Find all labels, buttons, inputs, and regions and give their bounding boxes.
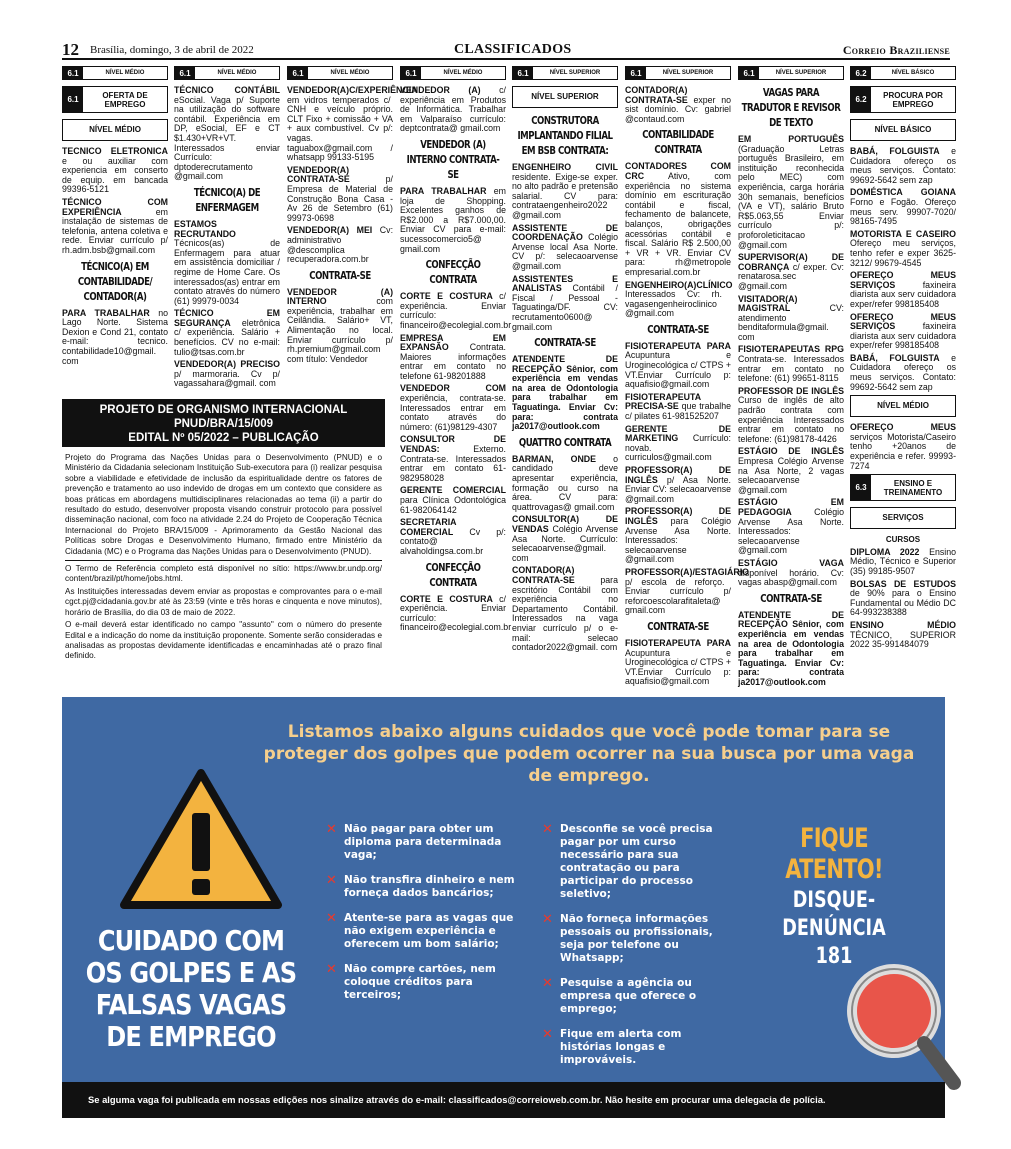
list-item: VENDEDOR(A)C/EXPERIÊNCIA em vidros temperados c/ CNH e veículo próprio. CLT Fixo + comissão + VA + aux combustível. Cv p/: vagas. taguabox@gmail.com / whatsapp 99133-5195 xyxy=(287,85,418,163)
x-mark-icon: ✕ xyxy=(326,962,337,977)
disque-denuncia: DISQUE-DENÚNCIA 181 xyxy=(782,888,886,969)
projeto-body xyxy=(62,451,385,686)
list-item: CONTADOR(A) CONTRATA-SE exper no sist domínio. Cv: gabriel @contaud.com xyxy=(625,85,731,124)
ad-heading: CONTRATA-SE xyxy=(647,620,709,633)
column-tag: 6.1 NÍVEL SUPERIOR xyxy=(738,66,844,80)
list-item: TECNICO ELETRONICA e ou auxiliar com experiencia em conserto de equip. em bancada 99396-5121 xyxy=(62,146,168,195)
list-item: CONSULTOR DE VENDAS: Externo. Contrata-se. Interessados entrar em contato 61-982958028 xyxy=(400,434,506,483)
list-item: TÉCNICO COM EXPERIÊNCIA em instalação de sistemas de telefonia, antena coletiva e rede. Enviar currículo p/ rh.adm.bsb@gmail.com xyxy=(62,196,168,255)
page-number: 12 xyxy=(62,40,79,59)
projeto-paragraph: O e-mail deverá estar identificado no campo "assunto" com o número do presente Edital e a indicação do nome da instituição proponente. Somente serão consideradas e analisadas as propostas devidamente identificadas e encaminhadas até o prazo final definido. xyxy=(65,620,382,661)
ad-heading: CONSTRUTORA IMPLANTANDO FILIAL EM BSB CONTRATA: xyxy=(517,115,613,157)
ad-heading: VAGAS PARA TRADUTOR E REVISOR DE TEXTO xyxy=(741,87,841,129)
list-item: OFEREÇO MEUS SERVIÇOS faxineira diarista aux serv cuidadora exper/refer 998185408 xyxy=(850,311,956,351)
tips-list-right xyxy=(540,823,736,1079)
level-box: NÍVEL MÉDIO xyxy=(850,395,956,417)
warning-triangle-icon xyxy=(116,765,286,915)
list-item: ESTAMOS RECRUTANDO Técnicos(as) de Enfermagem para atuar em assistência domiciliar / regime de Home Care. Os interessados(as) entrar em contato através do número (61) 99979-0034 xyxy=(174,218,280,306)
list-item: OFEREÇO MEUS SERVIÇOS faxineira diarista aux serv cuidadora exper/refer 998185408 xyxy=(850,270,956,309)
list-item: ENSINO MÉDIO TÉCNICO, SUPERIOR 2022 35-991484079 xyxy=(850,619,956,650)
list-item: CONSULTOR(A) DE VENDAS Colégio Arvense Asa Norte. Currículo: selecaoarvense@gmail. com xyxy=(512,514,618,563)
list-item: VENDEDOR(A) MEI Cv: administrativo @descomplica recuperadora.com.br xyxy=(287,225,394,265)
x-mark-icon: ✕ xyxy=(542,912,553,927)
column-tag: 6.1 NÍVEL MÉDIO xyxy=(174,66,280,80)
column-4 xyxy=(400,66,512,690)
column-7 xyxy=(738,66,844,690)
list-item: VENDEDOR(A) PRECISO p/ marmoraria. Cv p/ vagassahara@gmail. com xyxy=(174,359,280,389)
x-mark-icon: ✕ xyxy=(326,873,337,888)
x-mark-icon: ✕ xyxy=(326,822,337,837)
list-item: ATENDENTE DE RECEPÇÃO Sênior, com experiência em vendas na area de Odontologia para trabalhar em Taguatinga. Enviar Cv: para: contrata ja2017@outlook.com xyxy=(512,354,618,432)
column-3 xyxy=(287,66,418,396)
list-item: MOTORISTA E CASEIRO Ofereço meu serviços, tenho refer e exper 3625-3212/ 99679-4545 xyxy=(850,228,956,268)
column-6 xyxy=(625,66,749,690)
level-box: NÍVEL MÉDIO xyxy=(62,119,168,141)
list-item: ✕ Não transfira dinheiro e nem forneça dados bancários; xyxy=(326,873,515,899)
column-tag: 6.1 NÍVEL SUPERIOR xyxy=(625,66,731,80)
column-tag: 6.1 NÍVEL MÉDIO xyxy=(62,66,168,80)
column-tag: 6.1 NÍVEL MÉDIO xyxy=(400,66,506,80)
projeto-paragraph: O Termo de Referência completo está disponível no sítio: https://www.br.undp.org/ content/brazil/pt/home/jobs.html. xyxy=(65,564,382,584)
list-item: ESTÁGIO DE INGLÊS Empresa Colégio Arvense na Asa Norte, 2 vagas selecaoarvense @gmail.com xyxy=(738,446,844,495)
ad-heading: CONTRATA-SE xyxy=(309,269,371,282)
list-item: FISIOTERAPEUTA PARA Acupuntura e Uroginecológica c/ CTPS + VT.Enviar Currículo p: aquafisio@gmail.com xyxy=(625,340,731,390)
list-item: ENGENHEIRO CIVIL residente. Exige-se exper. no alto padrão e pretensão salarial. CV para: contrataengenheiro2022 @gmail.com xyxy=(512,162,618,220)
level-box: NÍVEL BÁSICO xyxy=(850,119,956,141)
list-item: ✕ Pesquise a agência ou empresa que oferece o emprego; xyxy=(542,976,697,1015)
ad-heading: CONTABILIDADE CONTRATA xyxy=(642,129,714,157)
list-item: ASSISTENTE DE COORDENAÇÃO Colégio Arvense local Asa Norte. CV p/: selecaoarvense @gmail.com xyxy=(512,222,618,271)
list-item: ✕ Atente-se para as vagas que não exigem experiência e oferecem um bom salário; xyxy=(326,911,514,950)
list-item: VISITADOR(A) MAGISTRAL CV: atendimento benditaformula@gmail. com xyxy=(738,293,844,342)
newspaper-brand: Correio Braziliense xyxy=(842,43,950,57)
list-item: SUPERVISOR(A) DE COBRANÇA c/ exper. Cv: renatarosa.sec @gmail.com xyxy=(738,252,844,291)
list-item: FISIOTERAPEUTAS RPG Contrata-se. Interessados entrar em contato no telefone: (61) 99651-8115 xyxy=(738,344,844,384)
subsection-title: CURSOS xyxy=(885,535,921,545)
ad-heading: TÉCNICO(A) DE ENFERMAGEM xyxy=(193,186,261,214)
ad-heading: CONTRATA-SE xyxy=(534,337,596,350)
list-item: EM PORTUGUÊS (Graduação Letras português Brasileiro, em instituição reconhecida pelo MEC) com experiência, carga horária 30h semanais, benefícios (VA e VT), salário Bruto R$5.063,55 Enviar currículo p/: proforoleticitacao @gmail.com xyxy=(738,134,844,250)
magnifier-icon xyxy=(842,959,962,1089)
list-item: CORTE E COSTURA c/ experiência. Enviar currículo: financeiro@ecolegial.com.br xyxy=(400,593,512,633)
list-item: CORTE E COSTURA c/ experiência. Enviar currículo: financeiro@ecolegial.com.br xyxy=(400,291,512,330)
level-box: NÍVEL SUPERIOR xyxy=(512,86,618,108)
banner-title: CUIDADO COM OS GOLPES E AS FALSAS VAGAS DE EMPREGO xyxy=(85,924,297,1053)
list-item: BOLSAS DE ESTUDOS de 90% para o Ensino Fundamental ou Médio DC 64-993238388 xyxy=(850,578,956,618)
projeto-header: PROJETO DE ORGANISMO INTERNACIONAL PNUD/BRA/15/009 EDITAL Nº 05/2022 – PUBLICAÇÃO xyxy=(62,399,385,447)
column-tag: 6.1 NÍVEL SUPERIOR xyxy=(512,66,618,80)
section-title: CLASSIFICADOS xyxy=(454,42,572,57)
list-item: PROFESSOR(A) DE INGLÊS para Colégio Arvense Asa Norte. Interessados: selecaoarvense @gmail.com xyxy=(625,506,731,565)
list-item: ESTÁGIO EM PEDAGOGIA Colégio Arvense Asa Norte. Interessados: selecaoarvense @gmail.com xyxy=(738,497,844,556)
ad-heading: TÉCNICO(A) EM CONTABILIDADE/ CONTADOR(A) xyxy=(77,260,153,303)
list-item: VENDEDOR (A) c/ experiência em Produtos de Informática. Trabalhar em Valparaíso currículo: deptcontrata@ gmail.com xyxy=(400,85,506,134)
ad-heading: CONTRATA-SE xyxy=(647,323,709,336)
ad-heading: QUATTRO CONTRATA xyxy=(518,436,612,449)
x-mark-icon: ✕ xyxy=(542,822,553,837)
ad-heading: CONFECÇÃO CONTRATA xyxy=(425,259,481,287)
column-tag: 6.1 NÍVEL MÉDIO xyxy=(287,66,393,80)
list-item: TÉCNICO EM SEGURANÇA eletrônica c/ experiência. Salário + benefícios. CV no e-mail: tulio@tsas.com.br xyxy=(174,308,280,357)
list-item: BARMAN, ONDE o candidado deve apresentar experiência, formação ou curso na área. CV para: quattrovagas@ gmail.com xyxy=(512,453,618,512)
list-item: ESTÁGIO VAGA disponível horário. Cv: vagas abasp@gmail.com xyxy=(738,557,844,588)
page-header xyxy=(62,40,950,60)
section-box: 6.3 ENSINO E TREINAMENTO xyxy=(850,474,956,501)
fique-atento-label: FIQUE ATENTO! xyxy=(785,823,883,885)
tips-list-left xyxy=(324,823,520,1014)
list-item: PROFESSOR DE INGLÊS Curso de inglês de alto padrão contrata com experiência Interessados entrar em contato no telefone: (61)98178-4426 xyxy=(738,385,844,444)
list-item: BABÁ, FOLGUISTA e Cuidadora ofereço os meus serviços. Contato: 99692-5642 sem zap xyxy=(850,146,956,185)
x-mark-icon: ✕ xyxy=(542,1027,553,1042)
banner-intro: Listamos abaixo alguns cuidados que você pode tomar para se proteger dos golpes que podem ocorrer na sua busca por uma vaga de emprego. xyxy=(263,722,915,786)
edition-date: Brasília, domingo, 3 de abril de 2022 xyxy=(90,44,254,56)
column-5 xyxy=(512,66,618,690)
footer-bar: Se alguma vaga foi publicada em nossas edições nos sinalize através do e-mail: classificados@correioweb.com.br. Não hesite em procurar uma delegacia de polícia. xyxy=(62,1082,945,1118)
column-2 xyxy=(174,66,280,396)
list-item: CONTADORES COM CRC Ativo, com experiência no sistema domínio em escrituração contábil e fiscal, fechamento de balancete, balanços, obrigações acessórias contábil e fiscal. Salário R$ 2.500,00 + VR + VR. Enviar CV para: rh@metropole empresarial.com.br xyxy=(625,161,731,277)
column-8 xyxy=(850,66,956,690)
list-item: ✕ Desconfie se você precisa pagar por um curso necessário para sua contratação ou para participar do processo seletivo; xyxy=(542,822,713,900)
level-box: SERVIÇOS xyxy=(850,507,956,529)
column-tag: 6.2 NÍVEL BÁSICO xyxy=(850,66,956,80)
list-item: OFEREÇO MEUS serviços Motorista/Caseiro tenho +20anos de experiência e refer. 99993-7274 xyxy=(850,422,956,471)
column-1 xyxy=(62,66,168,396)
list-item: ASSISTENTES E ANALISTAS Contábil / Fiscal / Pessoal - Taguatinga/DF. CV: recrutamento0600@ gmail.com xyxy=(512,273,618,332)
list-item: TÉCNICO CONTÁBIL eSocial. Vaga p/ Suporte na utilização do software contábil. Experiência em DP, eSocial, EF e CT $1.430+VR+VT. Interessados enviar Currículo: dptoderecrutamento @gmail.com xyxy=(174,85,280,182)
x-mark-icon: ✕ xyxy=(326,911,337,926)
x-mark-icon: ✕ xyxy=(542,976,553,991)
list-item: ✕ Não forneça informações pessoais ou profissionais, seja por telefone ou Whatsapp; xyxy=(542,912,713,964)
list-item: DIPLOMA 2022 Ensino Médio, Técnico e Superior (35) 99185-9507 xyxy=(850,546,956,576)
section-box: 6.1 OFERTA DE EMPREGO xyxy=(62,86,168,113)
list-item: SECRETARIA COMERCIAL Cv p/: contato@ alvaholdingsa.com.br xyxy=(400,517,506,556)
list-item: FISIOTERAPEUTA PRECISA-SE que trabalhe c/ pilates 61-981525207 xyxy=(625,391,731,422)
projeto-paragraph: As Instituições interessadas devem enviar as propostas e comprovantes para o e-mail cgct.pj@cidadania.gov.br até às 23:59 (vinte e três horas e cinquenta e nove minutos), horário de Brasília, do dia 03 de maio de 2022. xyxy=(65,586,382,617)
list-item: ✕ Não pagar para obter um diploma para determinada vaga; xyxy=(326,822,502,861)
list-item: EMPRESA EM EXPANSÃO Contrata. Maiores informações entrar em contato no telefone 61-98201888 xyxy=(400,332,506,381)
list-item: GERENTE DE MARKETING Currículo: novab. curriculos@gmail.com xyxy=(625,423,731,463)
list-item: GERENTE COMERCIAL para Clínica Odontológica 61-982064142 xyxy=(400,485,506,515)
list-item: FISIOTERAPEUTA PARA Acupuntura e Uroginecológica c/ CTPS + VT.Enviar Currículo p: aquafisio@gmail.com xyxy=(625,637,731,687)
section-box: 6.2 PROCURA POR EMPREGO xyxy=(850,86,956,113)
list-item: ATENDENTE DE RECEPÇÃO Sênior, com experiência em vendas na area de Odontologia para trabalhar em Taguatinga. Enviar Cv: para: contrata ja2017@outlook.com xyxy=(738,609,844,687)
list-item: VENDEDOR(A) CONTRATA-SE p/ Empresa de Material de Construção Bona Casa - Av 26 de Setembro (61) 99973-0698 xyxy=(287,164,393,223)
list-item: DOMÉSTICA GOIANA Forno e Fogão. Ofereço meus serv. 99907-7020/ 98165-7495 xyxy=(850,187,956,227)
list-item: BABÁ, FOLGUISTA e Cuidadora ofereço os meus serviços. Contato: 99692-5642 sem zap xyxy=(850,352,956,392)
list-item: PROFESSOR(A)/ESTAGIÁRIO p/ escola de reforço. Enviar currículo p/ reforcoescolarafitaleta@ gmail.com xyxy=(625,566,749,616)
list-item: VENDEDOR (A) INTERNO com experiência, trabalhar em Ceilândia. Salário+ VT, Alimentação no local. Enviar currículo p/ rh.premium@gmail.com com título: Vendedor xyxy=(287,286,393,364)
list-item: VENDEDOR COM experiência, contrata-se. Interessados entrar em contato através do número: (61)98129-4307 xyxy=(400,383,506,432)
projeto-paragraph: Projeto do Programa das Nações Unidas para o Desenvolvimento (PNUD) e o Ministério da Cidadania selecionam Instituição Sub-executora para (i) realizar pesquisa sobre a viabilidade e efetividade de inclusão da espiritualidade dentre os fatores de prevenção e tratamento ao uso indevido de drogas em um contexto que considere as boas práticas em abordagens multidisciplinares relacionadas ao tema (ii) a partir do resultado do estudo, desenvolver proposta visando construir protocolo para possível disseminação nacional, com foco na atividade 2.24 do Projeto de Cooperação Técnica Internacional do Projeto BRA/15/009 - Aprimoramento da Gestão Nacional das Políticas sobre Drogas e Desenvolvimento Humano, firmado entre Ministério da Cidadania (MC) e o Programa das Nações Unidas para o Desenvolvimento (PNUD). xyxy=(65,453,382,556)
list-item: ✕ Não compre cartões, nem coloque créditos para terceiros; xyxy=(326,962,496,1001)
list-item: PARA TRABALHAR no Lago Norte. Sistema Dexion e Cond 21, contato e-mail: tecnico. contabilidade10@gmail. com xyxy=(62,307,168,366)
list-item: ENGENHEIRO(A)CLÍNICO Interessados Cv: rh. vagasengenheiroclinico @gmail.com xyxy=(625,279,733,319)
list-item: PROFESSOR(A) DE INGLÊS p/ Asa Norte. Enviar CV: selecaoarvense @gmail.com xyxy=(625,465,731,504)
list-item: CONTADOR(A) CONTRATA-SE para escritório Contábil com experiência no Departamento Contábil. Interessados na vaga enviar currículo p/ o e-mail: selecao contador2022@gmail. com xyxy=(512,565,618,653)
list-item: PARA TRABALHAR em loja de Shopping. Excelentes ganhos de R$2.000 a R$7.000,00. Enviar CV para e-mail: sucessocomercio5@ gmail.com xyxy=(400,185,506,254)
ad-heading: CONTRATA-SE xyxy=(760,592,822,605)
ad-heading: VENDEDOR (A) INTERNO CONTRATA-SE xyxy=(406,138,500,181)
scam-warning-banner xyxy=(62,697,945,1082)
ad-heading: CONFECÇÃO CONTRATA xyxy=(425,561,481,589)
list-item: ✕ Fique em alerta com histórias longas e improváveis. xyxy=(542,1027,682,1066)
